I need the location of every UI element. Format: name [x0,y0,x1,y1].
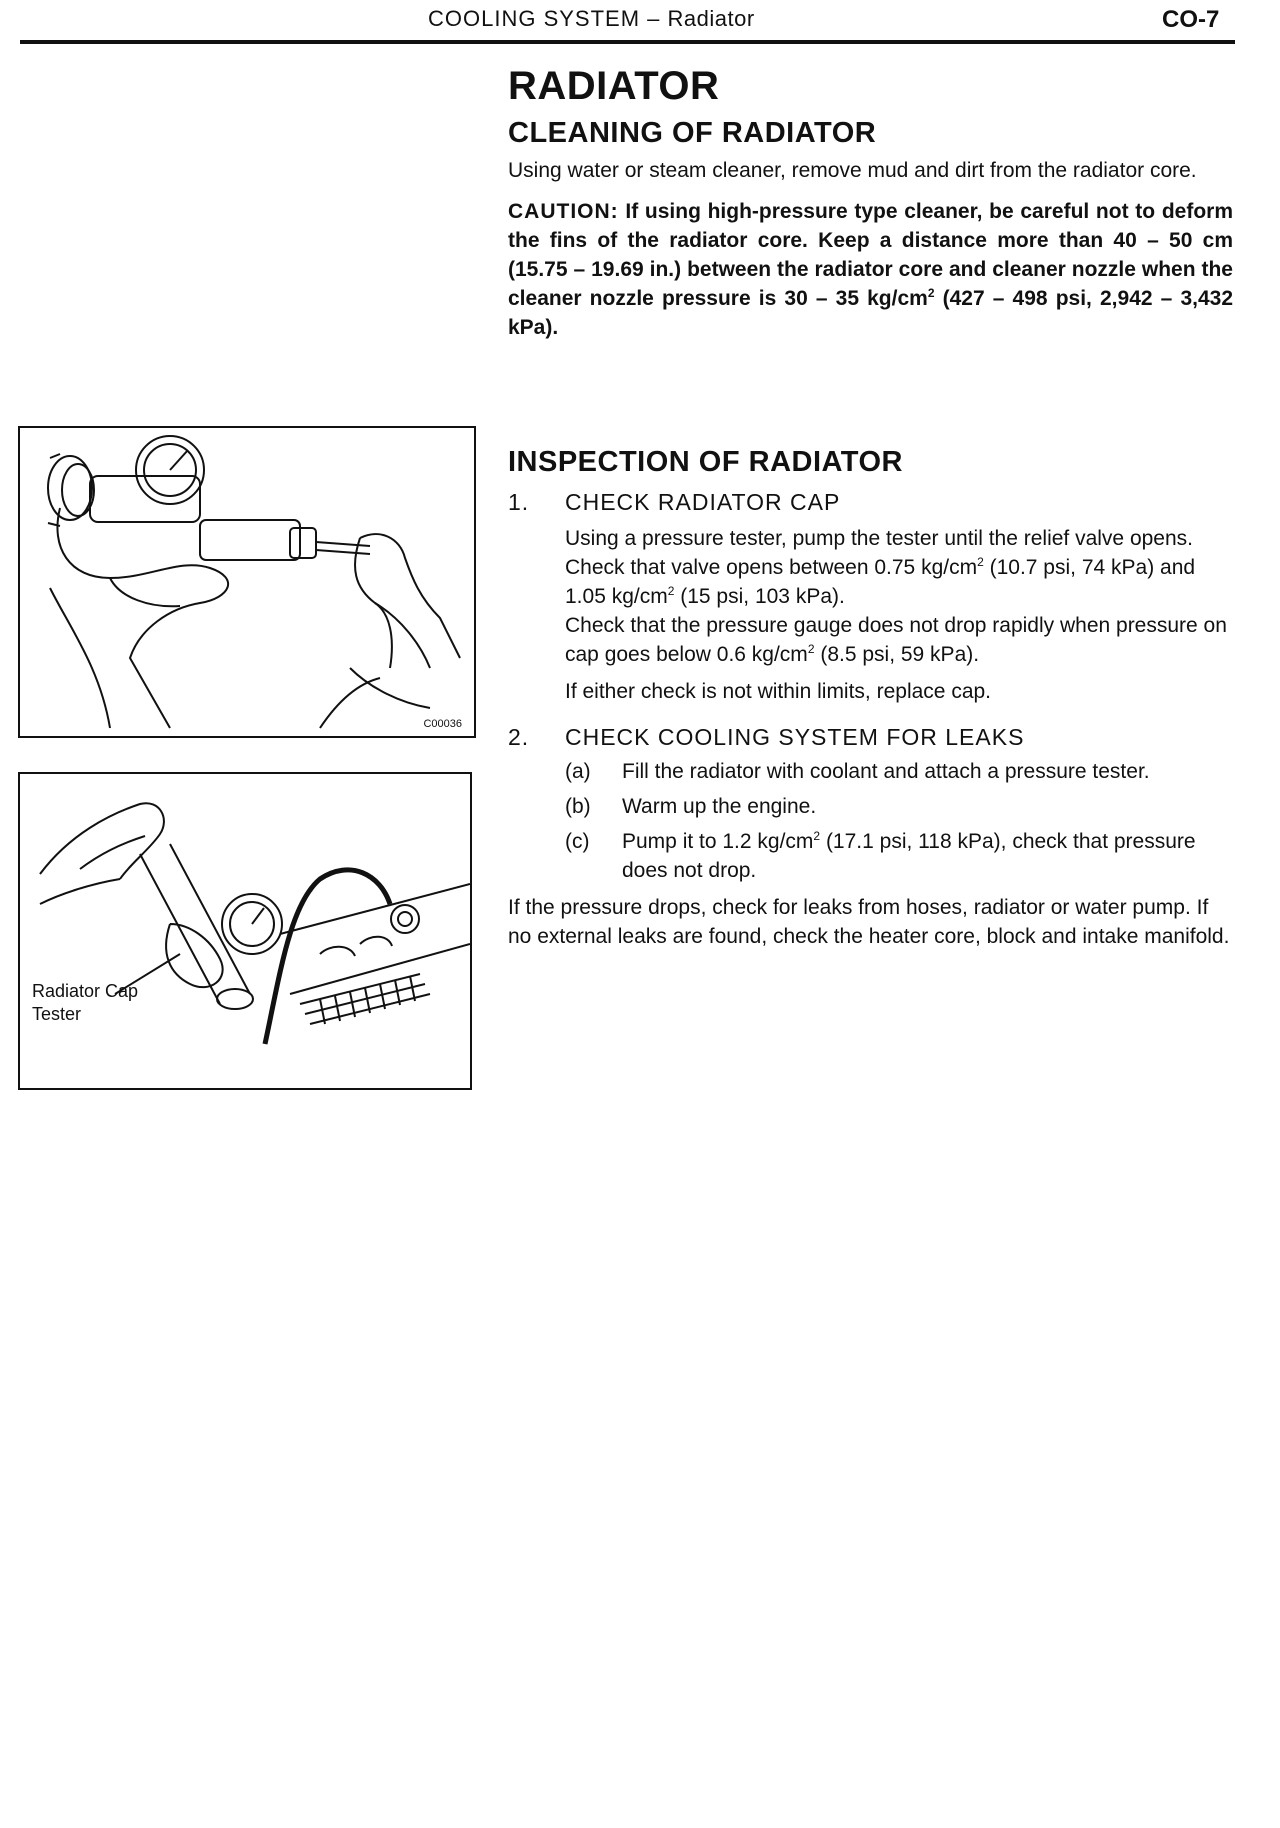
header-title [428,6,755,32]
list-item [565,792,1233,821]
list-item-text-a: Pump it to 1.2 kg/cm [622,830,814,853]
step-1-title: CHECK RADIATOR CAP [565,489,841,515]
list-item-label: (b) [565,795,591,818]
leak-test-figure [18,772,472,1090]
step-1-body [565,524,1233,706]
step-2-title: CHECK COOLING SYSTEM FOR LEAKS [565,724,1025,750]
sup: 2 [807,642,815,656]
step-check-radiator-cap [508,489,1233,706]
cleaning-heading: CLEANING OF RADIATOR [508,117,877,149]
list-item-text-b: (17.1 psi, 118 kPa), check that pressure does not drop. [622,830,1196,882]
radiator-cap-tester-figure [18,426,476,738]
step-2-note: If the pressure drops, check for leaks from hoses, radiator or water pump. If no external leaks are found, check the heater core, block and intake manifold. [508,896,1230,948]
step-1-p3-b: (8.5 psi, 59 kPa). [814,643,980,666]
list-item-text: Fill the radiator with coolant and attach a pressure tester. [622,760,1150,783]
step-1-p4: If either check is not within limits, replace cap. [565,680,992,703]
caution-sup: 2 [927,286,935,300]
step-2-number: 2. [508,724,530,750]
cap-tester-illustration [20,428,474,736]
step-1-head [508,489,1233,516]
caution-label: CAUTION: [508,200,619,223]
step-2-head [508,724,1233,751]
page-number: CO-7 [1162,6,1220,33]
cleaning-section [508,64,1233,342]
page-title: RADIATOR [508,64,720,108]
step-1-number: 1. [508,489,530,515]
step-1-p2-c: (15 psi, 103 kPa). [674,585,845,608]
leak-test-illustration [20,774,470,1088]
header-section: COOLING SYSTEM [428,6,641,31]
sup: 2 [667,584,675,598]
figure-label-line-1: Radiator Cap [32,981,139,1001]
inspection-heading: INSPECTION OF RADIATOR [508,446,903,478]
cleaning-text: Using water or steam cleaner, remove mud and dirt from the radiator core. [508,159,1197,182]
header-separator: – [640,6,668,31]
step-1-p3-a: Check that the pressure gauge does not drop rapidly when pressure on cap goes below 0.6 kg/cm [565,614,1227,666]
header-subsection: Radiator [667,6,755,31]
caution-text-2: (427 – 498 psi, 2,942 – 3,432 kPa). [508,287,1233,339]
list-item [565,827,1233,885]
caution-text-1: If using high-pressure type cleaner, be careful not to deform the fins of the radiator core. Keep a distance more than 40 – 50 cm (15.75 – 19.69 in.) between the radiator core and cleaner nozzle when the cleaner nozzle pressure is 30 – 35 kg/cm [508,200,1233,310]
list-item [565,757,1233,786]
step-check-cooling-leaks [508,724,1233,951]
list-item-text: Warm up the engine. [622,795,817,818]
figure-code: C00036 [423,718,462,730]
step-1-p2-b: (10.7 psi, 74 kPa) and 1.05 kg/cm [565,556,1196,608]
header-rule [20,40,1235,44]
step-1-p1: Using a pressure tester, pump the tester until the relief valve opens. [565,527,1194,550]
caution-paragraph [508,197,1233,342]
list-item-label: (c) [565,830,590,853]
step-1-p2-a: Check that valve opens between 0.75 kg/cm [565,556,978,579]
step-1-p2 [565,553,1233,611]
list-item-text [622,827,1233,885]
sup: 2 [977,555,984,569]
list-item-label: (a) [565,760,591,783]
sup: 2 [813,829,821,843]
page-header [0,0,1280,48]
step-2-body [508,757,1233,951]
figure-label [32,980,138,1026]
step-1-p3 [565,611,1233,669]
figure-label-line-2: Tester [32,1004,82,1024]
inspection-section [508,446,1233,951]
